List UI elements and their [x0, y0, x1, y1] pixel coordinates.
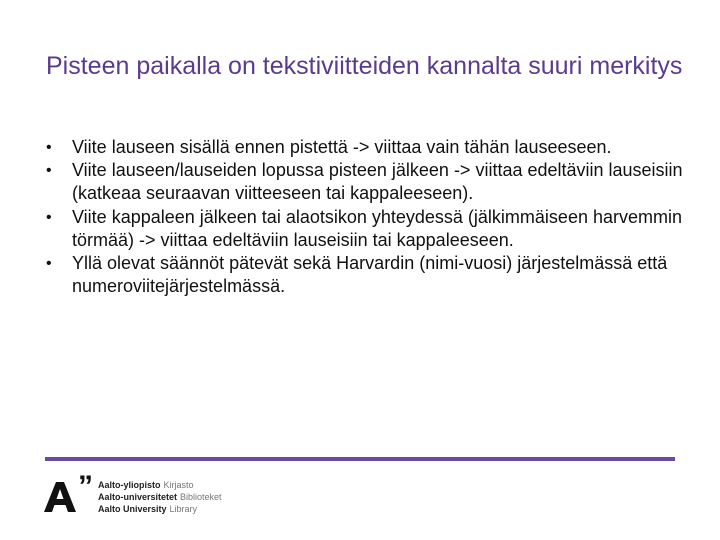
bullet-text: Viite lauseen/lauseiden lopussa pisteen jälkeen -> viittaa edeltäviin lauseisiin (katkeaa seuraavan viitteeseen tai kappaleeseen). — [72, 160, 683, 204]
logo-library-name: Kirjasto — [163, 480, 194, 490]
bullet-item — [46, 136, 686, 159]
logo-university-name: Aalto-yliopisto — [98, 480, 161, 490]
logo-library-name: Biblioteket — [180, 492, 222, 502]
slide-title: Pisteen paikalla on tekstiviitteiden kannalta suuri merkitys — [46, 52, 683, 80]
bullet-list — [46, 136, 686, 298]
aalto-logo — [44, 470, 264, 518]
bullet-icon: • — [46, 255, 52, 273]
logo-university-name: Aalto-universitetet — [98, 492, 178, 502]
logo-row — [98, 503, 222, 515]
aalto-a-icon — [44, 482, 76, 512]
bullet-item — [46, 159, 686, 205]
bullet-text: Viite kappaleen jälkeen tai alaotsikon yhteydessä (jälkimmäiseen harvemmin törmää) -> viittaa edeltäviin lauseisiin tai kappaleeseen. — [72, 206, 682, 250]
logo-university-name: Aalto University — [98, 504, 167, 514]
bullet-icon: • — [46, 139, 52, 156]
logo-row — [98, 479, 222, 491]
logo-text — [98, 479, 222, 515]
logo-library-name: Library — [169, 504, 198, 514]
bullet-icon: • — [46, 162, 52, 180]
bullet-item — [46, 206, 686, 252]
bullet-text: Yllä olevat säännöt pätevät sekä Harvardin (nimi-vuosi) järjestelmässä että numeroviitejärjestelmässä. — [72, 253, 668, 297]
bullet-item — [46, 252, 686, 298]
bullet-icon: • — [46, 208, 52, 226]
bullet-text: Viite lauseen sisällä ennen pistettä -> viittaa vain tähän lauseeseen. — [72, 137, 612, 157]
logo-row — [98, 491, 222, 503]
aalto-quote-icon: ” — [78, 470, 93, 503]
footer-divider — [45, 457, 675, 461]
